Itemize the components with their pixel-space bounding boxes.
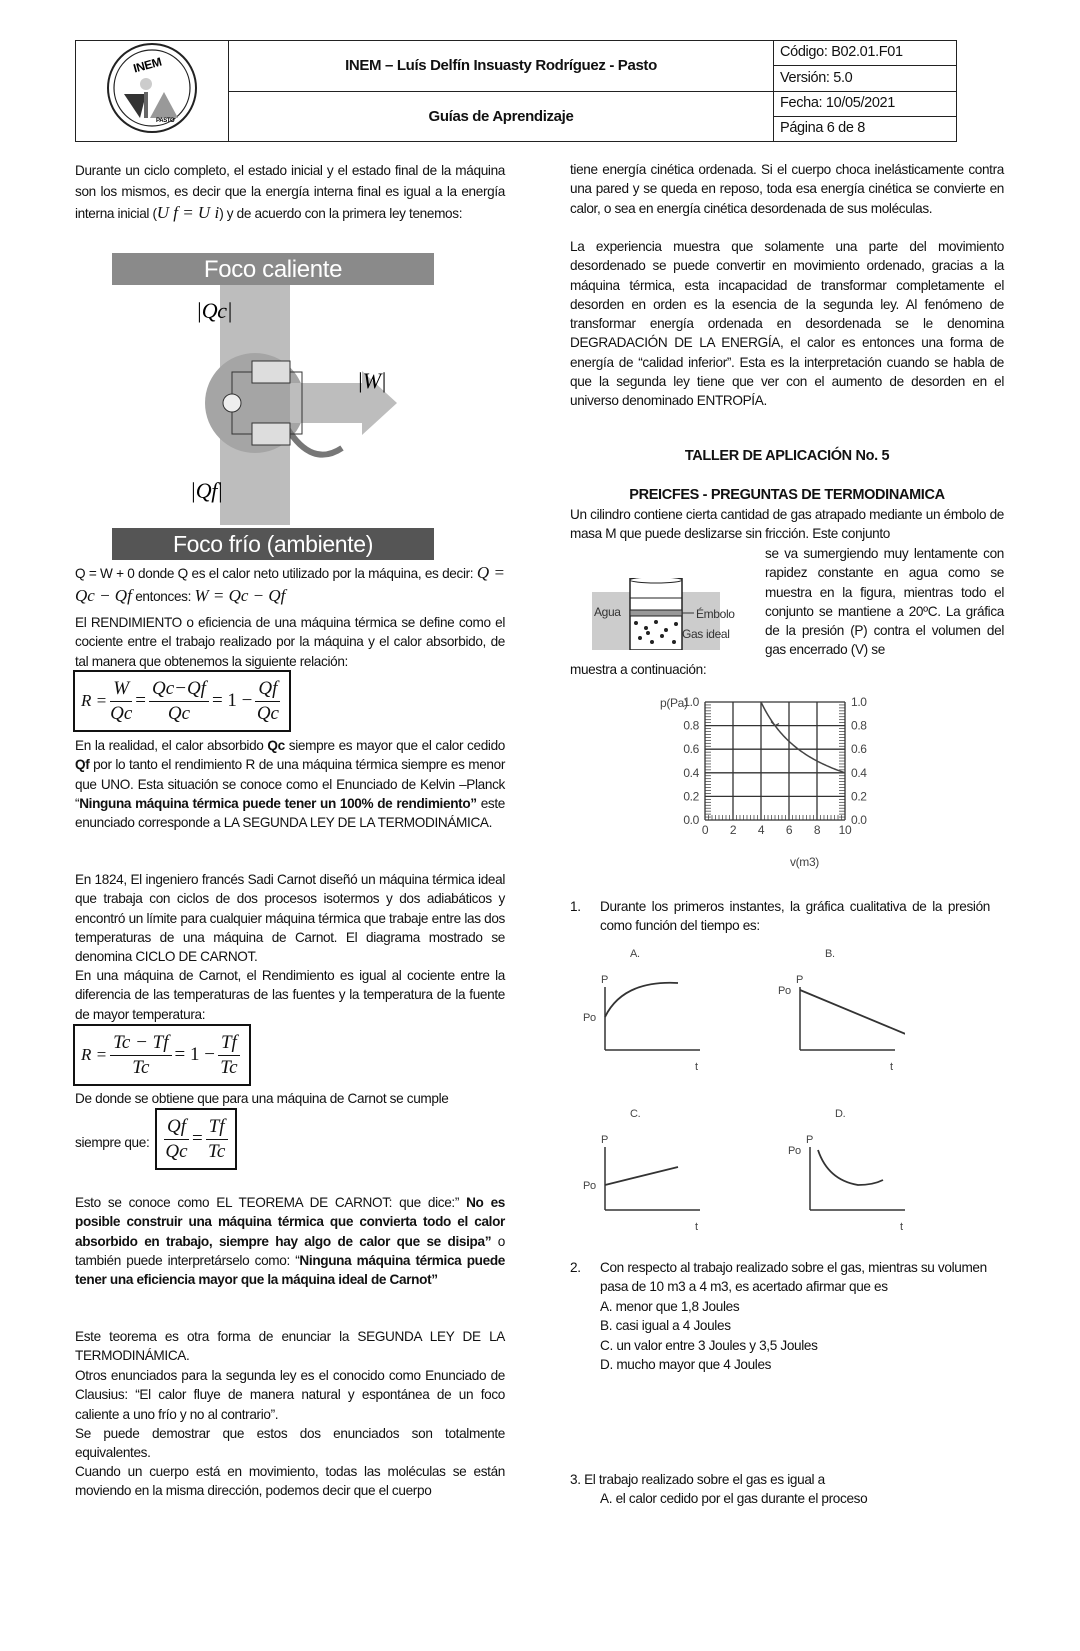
option-label: D. <box>835 1108 846 1120</box>
p-label: P <box>806 1134 813 1146</box>
y-tick-label-right: 0.8 <box>851 718 867 733</box>
po-label: Po <box>778 985 791 997</box>
question-number: 2. <box>570 1260 581 1275</box>
institution-name: INEM – Luís Delfín Insuasty Rodríguez - Pasto <box>229 41 774 92</box>
x-axis-label: v(m3) <box>790 855 819 869</box>
paragraph: El RENDIMIENTO o eficiencia de una máquina térmica se define como el cociente entre el trabajo realizado por la máquina y el calor absorbido, de tal manera que obtenemos la siguiente relación: <box>75 615 505 669</box>
gas-label: Gas ideal <box>682 627 730 641</box>
water-label: Agua <box>594 605 621 619</box>
cylinder-figure <box>590 578 750 650</box>
y-axis-label: p(Pa) <box>660 696 688 710</box>
option-label: A. <box>630 948 640 960</box>
paragraph: En la realidad, el calor absorbido Qc siempre es mayor que el calor cedido Qf por lo tanto el rendimiento R de una máquina térmica siempre es menor que UNO. Esta situación se conoce como el Enunciado de Kelvin –Planck “Ninguna máquina térmica puede tener un 100% de rendimiento” este enunciado corresponde a LA SEGUNDA LEY DE LA TERMODINÁMICA. <box>75 738 505 831</box>
paragraph: Durante un ciclo completo, el estado inicial y el estado final de la máquina son los mismos, es decir que la energía interna final es igual a la energía interna inicial (U f = U i) y de acuerdo con la primera ley tenemos: <box>75 163 505 222</box>
cold-reservoir-label: Foco frío (ambiente) <box>172 531 374 557</box>
t-label: t <box>900 1221 903 1233</box>
paragraph: De donde se obtiene que para una máquina de Carnot se cumple <box>75 1091 449 1106</box>
y-tick-label-right: 0.2 <box>851 789 867 804</box>
option-label: B. <box>825 948 835 960</box>
po-label: Po <box>788 1145 801 1157</box>
paragraph: muestra a continuación: <box>570 662 707 677</box>
x-tick-label: 4 <box>757 823 765 837</box>
efficiency-formula: R = $\frac{W}{Qc}$ = $\frac{Qc-Qf}{Qc}$ = 1 − $\frac{Qf}{Qc}$ <box>73 670 291 732</box>
paragraph: La experiencia muestra que solamente una parte del movimiento desordenado se puede convertir en movimiento ordenado, gracias a la máquina térmica, esta incapacidad de transformar completamente el desorden en orden es la esencia de la segunda ley. Al fenómeno de transformar energía ordenada en desordenada se le denomina DEGRADACIÓN DE LA ENERGÍA, el calor es entonces una forma de energía de “calidad inferior”. Esta es la interpretación cuando se habla de que la segunda ley tiene que ver con el aumento de desorden en el universo denominado ENTROPÍA. <box>570 239 1004 409</box>
paragraph: Q = W + 0 donde Q es el calor neto utilizado por la máquina, es decir: Q = Qc − Qf entonces: W = Qc − Qf <box>75 563 505 605</box>
paragraph: Cuando un cuerpo está en movimiento, todas las moléculas se están moviendo en la misma dirección, podemos decir que el cuerpo <box>75 1464 505 1499</box>
answer-option: D. mucho mayor que 4 Joules <box>600 1356 772 1372</box>
paragraph: Esto se conoce como EL TEOREMA DE CARNOT: que dice:” No es posible construir una máquina térmica que convierta todo el calor absorbido en trabajo, siempre hay algo de calor que se disipa” o también puede interpretárselo como: “Ninguna máquina térmica puede tener una eficiencia mayor que la máquina ideal de Carnot” <box>75 1195 505 1288</box>
y-tick-label-right: 0.6 <box>851 742 867 757</box>
x-tick-label: 2 <box>729 823 737 837</box>
curve <box>818 1150 883 1185</box>
w-label: |W| <box>357 368 387 393</box>
page-number: Página 6 de 8 <box>774 116 957 141</box>
question-1: Durante los primeros instantes, la gráfica cualitativa de la presión como función del tiempo es: <box>600 899 990 934</box>
answer-option: C. un valor entre 3 Joules y 3,5 Joules <box>600 1337 818 1353</box>
paragraph: Un cilindro contiene cierta cantidad de gas atrapado mediante un émbolo de masa M que puede deslizarse sin fricción. Este conjunto <box>570 507 1004 542</box>
po-label: Po <box>583 1180 596 1192</box>
logo <box>76 41 229 142</box>
qc-label: |Qc| <box>196 298 233 323</box>
pressure-volume-chart <box>660 690 910 870</box>
option-label: C. <box>630 1108 641 1120</box>
x-tick-label: 0 <box>701 823 709 837</box>
hot-reservoir-label: Foco caliente <box>203 256 343 283</box>
document-header <box>75 40 957 142</box>
y-tick-label-left: 0.0 <box>683 813 699 827</box>
inem-logo-icon <box>104 42 200 134</box>
paragraph: se va sumergiendo muy lentamente con rapidez constante en agua como se muestra en la figura, mientras todo el conjunto se mantiene a 20ºC. La gráfica de la presión (P) contra el volumen del gas encerrado (V) se <box>765 546 1004 658</box>
y-tick-label-left: 0.8 <box>683 718 699 733</box>
x-tick-label: 6 <box>785 823 793 837</box>
t-label: t <box>890 1061 893 1073</box>
heat-engine-diagram <box>112 253 434 560</box>
y-tick-label-left: 1.0 <box>683 695 699 709</box>
option-graph-c <box>570 1105 710 1240</box>
paragraph: En 1824, El ingeniero francés Sadi Carnot diseñó un máquina térmica ideal que trabaja con ciclos de dos procesos isotermos y dos adiabáticos y encontró un límite para cualquier máquina térmica que trabaje entre las dos temperaturas de una máquina de Carnot. El diagrama mostrado se denomina CICLO DE CARNOT. <box>75 872 505 965</box>
doc-date: Fecha: 10/05/2021 <box>774 91 957 116</box>
paragraph: tiene energía cinética ordenada. Si el cuerpo choca inelásticamente contra una pared y se queda en reposo, toda esa energía cinética se convierte en calor, o sea en energía cinética desordenada de sus moléculas. <box>570 162 1004 216</box>
p-label: P <box>601 1134 608 1146</box>
section-subtitle: PREICFES - PREGUNTAS DE TERMODINAMICA <box>629 487 945 503</box>
piston-label: Émbolo <box>696 607 735 621</box>
x-tick-label: 8 <box>813 823 821 837</box>
t-label: t <box>695 1061 698 1073</box>
y-tick-label-right: 0.4 <box>851 765 867 780</box>
question-3: 3. El trabajo realizado sobre el gas es igual a <box>570 1472 825 1487</box>
curve <box>605 1167 678 1185</box>
paragraph: Se puede demostrar que estos dos enunciados son totalmente equivalentes. <box>75 1426 505 1461</box>
doc-subtitle: Guías de Aprendizaje <box>229 91 774 142</box>
y-tick-label-left: 0.6 <box>683 742 699 757</box>
question-number: 1. <box>570 899 581 914</box>
question-2: Con respecto al trabajo realizado sobre el gas, mientras su volumen pasa de 10 m3 a 4 m3, es acertado afirmar que es <box>600 1260 987 1295</box>
x-tick-label: 10 <box>838 823 852 837</box>
qf-label: |Qf| <box>190 478 223 503</box>
svg-text:INEM: INEM <box>131 54 164 76</box>
y-tick-label-left: 0.4 <box>683 765 699 780</box>
t-label: t <box>695 1221 698 1233</box>
carnot-efficiency-formula: R = $\frac{Tc - Tf}{Tc}$ = 1 − $\frac{Tf}{Tc}$ <box>73 1024 251 1086</box>
answer-option: A. el calor cedido por el gas durante el proceso <box>600 1491 868 1506</box>
answer-list <box>600 1297 818 1374</box>
doc-code: Código: B02.01.F01 <box>774 41 957 66</box>
option-graph-d <box>765 1105 905 1240</box>
option-graph-b <box>765 945 905 1080</box>
carnot-ratio-formula: $\frac{Qf}{Qc}$ = $\frac{Tf}{Tc}$ <box>155 1108 237 1170</box>
y-tick-label-right: 0.0 <box>851 813 867 827</box>
p-label: P <box>601 974 608 986</box>
paragraph: Otros enunciados para la segunda ley es el conocido como Enunciado de Clausius: “El calor fluye de manera natural y espontánea de un foco caliente a uno frío y no al contrario”. <box>75 1368 505 1422</box>
paragraph: En una máquina de Carnot, el Rendimiento es igual al cociente entre la diferencia de las temperaturas de las fuentes y la temperatura de la fuente de mayor temperatura: <box>75 968 505 1022</box>
doc-version: Versión: 5.0 <box>774 66 957 91</box>
svg-text:PASTO: PASTO <box>156 117 175 124</box>
curve <box>800 990 905 1035</box>
paragraph: Este teorema es otra forma de enunciar la SEGUNDA LEY DE LA TERMODINÁMICA. <box>75 1329 505 1364</box>
label: siempre que: <box>75 1135 150 1150</box>
p-label: P <box>796 974 803 986</box>
po-label: Po <box>583 1012 596 1024</box>
pv-curve <box>761 702 845 773</box>
answer-option: A. menor que 1,8 Joules <box>600 1299 740 1314</box>
option-graph-a <box>570 945 710 1080</box>
y-tick-label-right: 1.0 <box>851 695 867 709</box>
y-tick-label-left: 0.2 <box>683 789 699 804</box>
answer-option: B. casi igual a 4 Joules <box>600 1318 731 1334</box>
curve <box>605 983 678 1017</box>
section-title: TALLER DE APLICACIÓN No. 5 <box>684 448 890 464</box>
